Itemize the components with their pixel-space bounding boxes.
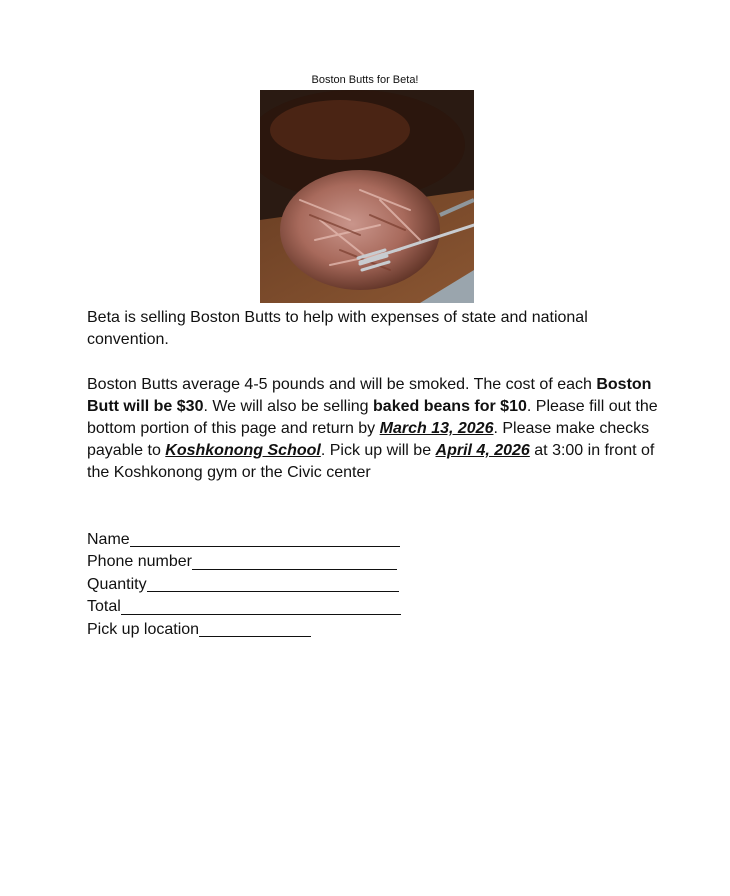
total-row — [87, 596, 401, 618]
phone-row — [87, 551, 401, 573]
return-date: March 13, 2026 — [379, 420, 494, 437]
pickup-field[interactable] — [199, 620, 311, 637]
details-text: . Please fill out the bottom portion of this page and return by — [87, 398, 658, 437]
name-row — [87, 529, 401, 551]
details-text: . Pick up will be — [320, 442, 436, 459]
details-text: . Please make checks payable to — [87, 420, 650, 459]
name-field[interactable] — [130, 530, 400, 547]
pulled-pork-photo-icon — [260, 90, 474, 303]
total-field[interactable] — [121, 598, 401, 615]
quantity-row — [87, 574, 401, 596]
details-text: at 3:00 in front of the Koshkonong gym or the Civic center — [87, 442, 655, 481]
details-paragraph — [87, 374, 667, 484]
pickup-row — [87, 619, 401, 641]
pickup-date: April 4, 2026 — [435, 442, 530, 459]
phone-label: Phone number — [87, 553, 192, 571]
details-text: . We will also be selling — [203, 398, 374, 415]
total-label: Total — [87, 598, 121, 616]
intro-paragraph: Beta is selling Boston Butts to help with expenses of state and national convention. — [87, 309, 588, 348]
beans-price: baked beans for $10 — [373, 398, 527, 415]
quantity-field[interactable] — [147, 575, 399, 592]
order-form — [87, 529, 401, 641]
pickup-label: Pick up location — [87, 620, 200, 638]
details-text: Boston Butts average 4-5 pounds and will be smoked. The cost of each — [87, 376, 597, 393]
butt-price: Boston Butt will be $30 — [87, 376, 652, 415]
page-title: Boston Butts for Beta! — [311, 74, 419, 86]
payee-name: Koshkonong School — [165, 442, 321, 459]
name-label: Name — [87, 530, 130, 548]
phone-field[interactable] — [192, 553, 397, 570]
quantity-label: Quantity — [87, 575, 147, 593]
